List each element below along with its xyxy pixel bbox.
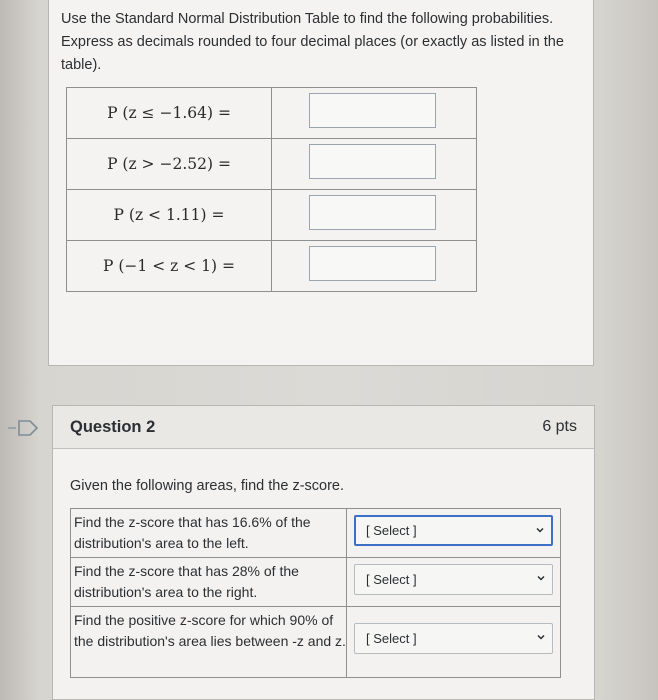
select-cell [347, 607, 561, 678]
z-score-select-2[interactable] [354, 564, 553, 595]
select-cell [347, 509, 561, 558]
answer-cell [272, 88, 477, 139]
answer-cell [272, 241, 477, 292]
select-value: [ Select ] [366, 572, 417, 587]
probability-expression: P (−1 < z < 1) = [103, 257, 235, 275]
table-row [71, 607, 561, 678]
table-row [67, 190, 477, 241]
question-1-instructions: Use the Standard Normal Distribution Table to find the following probabilities. Express as decimals rounded to four decimal places (or exactly as listed in the table). [61, 11, 564, 73]
question-points: 6 pts [542, 418, 577, 435]
probability-expression: P (z < 1.11) = [113, 206, 225, 224]
answer-input-2[interactable] [309, 144, 436, 179]
question-2-header [53, 406, 594, 449]
question-title: Question 2 [70, 418, 156, 436]
table-row [67, 241, 477, 292]
expression-cell [67, 88, 272, 139]
question-2-card [52, 405, 595, 700]
match-prompt: Find the z-score that has 16.6% of the distribution's area to the left. [71, 509, 347, 558]
answer-input-1[interactable] [309, 93, 436, 128]
answer-input-3[interactable] [309, 195, 436, 230]
chevron-down-icon [536, 632, 546, 642]
answer-cell [272, 190, 477, 241]
expression-cell [67, 139, 272, 190]
question-2-prompt: Given the following areas, find the z-score. [70, 478, 345, 494]
question-flag-icon[interactable] [8, 420, 38, 436]
select-cell [347, 558, 561, 607]
answer-cell [272, 139, 477, 190]
answer-input-4[interactable] [309, 246, 436, 281]
probability-table [66, 87, 477, 292]
question-1-card [48, 0, 594, 366]
table-row [71, 558, 561, 607]
chevron-down-icon [535, 525, 545, 535]
expression-cell [67, 190, 272, 241]
matching-table [70, 508, 561, 678]
z-score-select-1[interactable] [354, 515, 553, 546]
probability-expression: P (z > −2.52) = [107, 155, 231, 173]
z-score-select-3[interactable] [354, 623, 553, 654]
table-row [67, 139, 477, 190]
chevron-down-icon [536, 573, 546, 583]
table-row [67, 88, 477, 139]
match-prompt: Find the positive z-score for which 90% of the distribution's area lies between -z and z. [71, 607, 347, 678]
match-prompt: Find the z-score that has 28% of the distribution's area to the right. [71, 558, 347, 607]
select-value: [ Select ] [366, 523, 417, 538]
select-value: [ Select ] [366, 631, 417, 646]
probability-expression: P (z ≤ −1.64) = [107, 104, 231, 122]
expression-cell [67, 241, 272, 292]
table-row [71, 509, 561, 558]
